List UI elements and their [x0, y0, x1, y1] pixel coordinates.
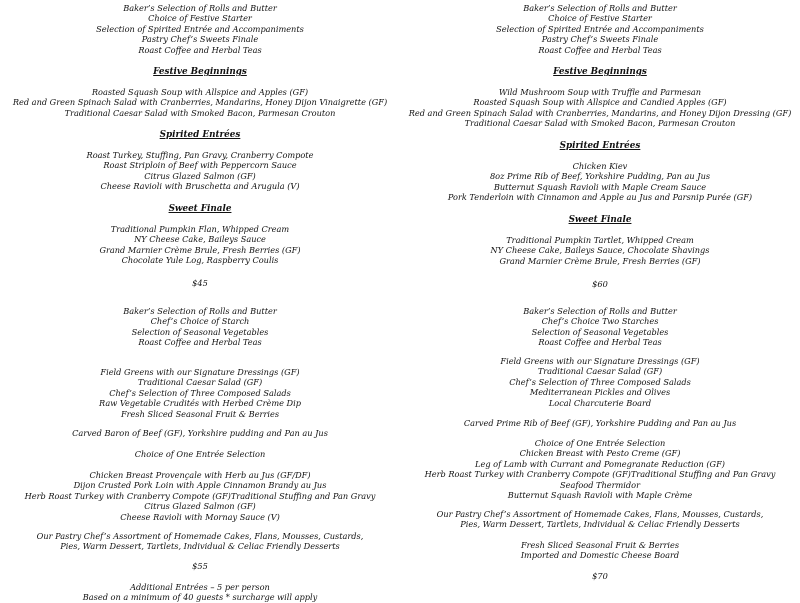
- menu-item: Traditional Caesar Salad (GF): [137, 377, 263, 388]
- include-item: Pastry Chef’s Sweets Finale: [141, 34, 259, 45]
- menu-item: Traditional Caesar Salad with Smoked Bacon, Parmesan Crouton: [64, 107, 336, 118]
- menu-item: Local Charcuterie Board: [548, 397, 652, 408]
- menu-item: Roast Striploin of Beef with Peppercorn Sauce: [103, 160, 297, 171]
- menu-item: Chef’s Selection of Three Composed Salads: [509, 376, 691, 387]
- price: $45: [192, 278, 208, 288]
- menu-item: Wild Mushroom Soup with Truffle and Parmesan: [498, 87, 702, 97]
- include-item: Baker’s Selection of Rolls and Butter: [523, 306, 677, 316]
- menu-item: Chicken Breast with Pesto Creme (GF): [519, 448, 681, 459]
- package-includes: [400, 3, 800, 55]
- festive-beginnings-section: [0, 66, 400, 118]
- dessert-description: Our Pastry Chef’s Assortment of Homemade Cakes, Flans, Mousses, Custards, Pies, Warm Dessert, Tartlets, Individual & Celiac Friendly Desserts: [36, 531, 364, 552]
- menu-item: Traditional Caesar Salad (GF): [537, 366, 663, 377]
- fruit-cheese: [400, 540, 800, 561]
- note: Additional Entrées – 5 per person: [130, 582, 270, 592]
- section-heading: Festive Beginnings: [553, 67, 647, 77]
- choice-heading: Choice of One Entrée Selection: [534, 438, 666, 448]
- menu-item: Grand Marnier Crème Brule, Fresh Berries (GF): [99, 244, 301, 255]
- include-item: Choice of Festive Starter: [548, 13, 652, 24]
- include-item: Selection of Spirited Entrée and Accompaniments: [496, 23, 704, 34]
- menu-item: Traditional Pumpkin Tartlet, Whipped Cream: [506, 235, 694, 245]
- menu-item: Leg of Lamb with Currant and Pomegranate Reduction (GF): [475, 458, 725, 469]
- menu-item: NY Cheese Cake, Baileys Sauce: [134, 234, 266, 245]
- include-item: Selection of Seasonal Vegetables: [531, 326, 669, 337]
- include-item: Roast Coffee and Herbal Teas: [538, 44, 662, 55]
- section-heading: Spirited Entrées: [159, 130, 241, 140]
- menu-item: Roast Turkey, Stuffing, Pan Gravy, Cranberry Compote: [86, 150, 314, 160]
- menu-item: Cheese Ravioli with Bruschetta and Arugula (V): [100, 181, 300, 192]
- menu-item: Citrus Glazed Salmon (GF): [144, 501, 256, 512]
- include-item: Roast Coffee and Herbal Teas: [538, 337, 662, 348]
- note: Based on a minimum of 40 guests * surcharge will apply: [82, 592, 318, 603]
- include-item: Selection of Spirited Entrée and Accompaniments: [96, 23, 304, 34]
- menu-item: Field Greens with our Signature Dressings (GF): [500, 356, 700, 366]
- buffet-includes: [0, 306, 400, 348]
- price: $60: [592, 279, 608, 289]
- section-heading: Spirited Entrées: [559, 141, 641, 151]
- salad-list: [400, 356, 800, 408]
- menu-item: Grand Marnier Crème Brule, Fresh Berries (GF): [499, 255, 701, 266]
- menu-item: Traditional Pumpkin Flan, Whipped Cream: [110, 224, 290, 234]
- menu-item: Citrus Glazed Salmon (GF): [144, 170, 256, 181]
- menu-item: Imported and Domestic Cheese Board: [520, 550, 680, 561]
- include-item: Baker’s Selection of Rolls and Butter: [523, 3, 677, 13]
- package-includes: [0, 3, 400, 55]
- choice-heading: Choice of One Entrée Selection: [134, 449, 266, 459]
- menu-item: Chicken Kiev: [572, 161, 628, 171]
- menu-item: Fresh Sliced Seasonal Fruit & Berries: [520, 540, 680, 550]
- carved-item: Carved Baron of Beef (GF), Yorkshire pudding and Pan au Jus: [72, 428, 328, 438]
- include-item: Chef’s Choice of Starch: [150, 316, 250, 327]
- menu-item: Herb Roast Turkey with Cranberry Compote (GF)Traditional Stuffing and Pan Gravy: [24, 490, 376, 501]
- include-item: Pastry Chef’s Sweets Finale: [541, 34, 659, 45]
- menu-item: Raw Vegetable Crudités with Herbed Crème Dip: [99, 398, 301, 409]
- entree-choices: [0, 470, 400, 522]
- include-item: Choice of Festive Starter: [148, 13, 252, 24]
- include-item: Roast Coffee and Herbal Teas: [138, 44, 262, 55]
- menu-item: Seafood Thermidor: [559, 479, 641, 490]
- price: $70: [592, 571, 608, 581]
- dessert-description: Our Pastry Chef’s Assortment of Homemade Cakes, Flans, Mousses, Custards, Pies, Warm Dessert, Tartlets, Individual & Celiac Friendly Desserts: [436, 509, 764, 530]
- carved-item: Carved Prime Rib of Beef (GF), Yorkshire Pudding and Pan au Jus: [463, 418, 737, 428]
- menu-item: Fresh Sliced Seasonal Fruit & Berries: [120, 408, 280, 419]
- menu-item: Butternut Squash Ravioli with Maple Cream Sauce: [493, 181, 707, 192]
- section-heading: Sweet Finale: [168, 204, 232, 214]
- menu-item: Butternut Squash Ravioli with Maple Crème: [507, 489, 693, 500]
- menu-item: Cheese Ravioli with Mornay Sauce (V): [120, 511, 280, 522]
- spirited-entrees-section: [0, 129, 400, 192]
- menu-item: Mediterranean Pickles and Olives: [529, 387, 671, 398]
- include-item: Roast Coffee and Herbal Teas: [138, 337, 262, 348]
- menu-item: Chicken Breast Provençale with Herb au Jus (GF/DF): [89, 470, 311, 480]
- include-item: Chef’s Choice Two Starches: [541, 316, 659, 327]
- sweet-finale-section: [0, 203, 400, 266]
- menu-item: Roasted Squash Soup with Allspice and Candied Apples (GF): [473, 97, 727, 108]
- menu-item: Red and Green Spinach Salad with Cranberries, Mandarins, Honey Dijon Vinaigrette (GF): [12, 97, 388, 108]
- menu-item: 8oz Prime Rib of Beef, Yorkshire Pudding, Pan au Jus: [489, 171, 711, 182]
- price: $55: [192, 561, 208, 571]
- include-item: Baker’s Selection of Rolls and Butter: [123, 306, 277, 316]
- menu-item: NY Cheese Cake, Baileys Sauce, Chocolate Shavings: [490, 245, 710, 256]
- salad-list: [0, 367, 400, 419]
- menu-item: Red and Green Spinach Salad with Cranberries, Mandarins, and Honey Dijon Dressing (GF): [408, 107, 792, 118]
- menu-item: Field Greens with our Signature Dressings (GF): [100, 367, 300, 377]
- include-item: Selection of Seasonal Vegetables: [131, 326, 269, 337]
- entree-choices: [400, 438, 800, 500]
- sweet-finale-section: [400, 214, 800, 266]
- spirited-entrees-section: [400, 140, 800, 203]
- menu-item: Roasted Squash Soup with Allspice and Apples (GF): [91, 87, 309, 97]
- menu-item: Herb Roast Turkey with Cranberry Compote (GF)Traditional Stuffing and Pan Gravy: [424, 469, 776, 480]
- section-heading: Festive Beginnings: [153, 67, 247, 77]
- menu-item: Chef’s Selection of Three Composed Salads: [109, 387, 291, 398]
- menu-item: Pork Tenderloin with Cinnamon and Apple au Jus and Parsnip Purée (GF): [447, 192, 753, 203]
- buffet-includes: [400, 306, 800, 348]
- menu-item: Chocolate Yule Log, Raspberry Coulis: [121, 255, 279, 266]
- include-item: Baker’s Selection of Rolls and Butter: [123, 3, 277, 13]
- menu-item: Traditional Caesar Salad with Smoked Bacon, Parmesan Crouton: [464, 118, 736, 129]
- menu-item: Dijon Crusted Pork Loin with Apple Cinnamon Brandy au Jus: [73, 480, 327, 491]
- festive-beginnings-section: [400, 66, 800, 129]
- section-heading: Sweet Finale: [568, 215, 632, 225]
